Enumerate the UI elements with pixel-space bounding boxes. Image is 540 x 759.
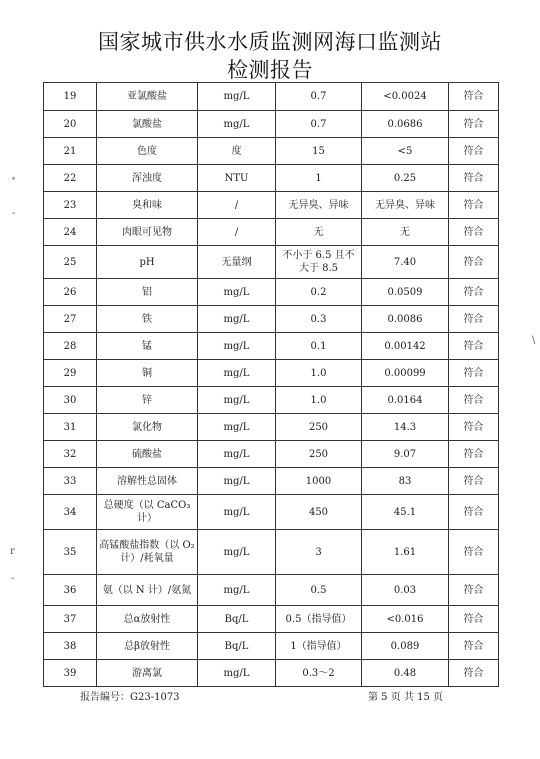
cell-limit: 250 (276, 441, 362, 468)
cell-result: 45.1 (362, 495, 449, 530)
cell-result: 7.40 (362, 246, 449, 279)
cell-result: <0.016 (362, 606, 449, 633)
cell-verdict: 符合 (449, 468, 499, 495)
cell-verdict: 符合 (449, 111, 499, 138)
cell-item: 游离氯 (97, 660, 198, 687)
cell-result: 无异臭、异味 (362, 192, 449, 219)
cell-no: 37 (44, 606, 97, 633)
cell-no: 39 (44, 660, 97, 687)
cell-verdict: 符合 (449, 606, 499, 633)
cell-verdict: 符合 (449, 138, 499, 165)
table-row (44, 414, 499, 441)
cell-item: 氯酸盐 (97, 111, 198, 138)
cell-item: 浑浊度 (97, 165, 198, 192)
report-subtitle: 检测报告 (227, 58, 313, 82)
cell-unit: mg/L (198, 660, 276, 687)
cell-item: 锌 (97, 387, 198, 414)
table-row (44, 306, 499, 333)
cell-result: 0.00099 (362, 360, 449, 387)
cell-verdict: 符合 (449, 414, 499, 441)
cell-no: 35 (44, 530, 97, 575)
cell-unit: mg/L (198, 441, 276, 468)
cell-limit: 无 (276, 219, 362, 246)
cell-no: 31 (44, 414, 97, 441)
cell-limit: 1.0 (276, 360, 362, 387)
cell-unit: mg/L (198, 530, 276, 575)
cell-item: 锰 (97, 333, 198, 360)
cell-verdict: 符合 (449, 441, 499, 468)
cell-no: 30 (44, 387, 97, 414)
cell-limit: 0.3～2 (276, 660, 362, 687)
cell-result: 0.48 (362, 660, 449, 687)
cell-item: 氯化物 (97, 414, 198, 441)
cell-limit: 不小于 6.5 且不大于 8.5 (276, 246, 362, 279)
scan-mark: ˚ (11, 178, 16, 189)
cell-unit: mg/L (198, 495, 276, 530)
cell-verdict: 符合 (449, 633, 499, 660)
cell-verdict: 符合 (449, 219, 499, 246)
cell-no: 23 (44, 192, 97, 219)
cell-unit: mg/L (198, 306, 276, 333)
cell-limit: 1.0 (276, 387, 362, 414)
cell-verdict: 符合 (449, 246, 499, 279)
cell-unit: mg/L (198, 575, 276, 606)
cell-no: 32 (44, 441, 97, 468)
cell-verdict: 符合 (449, 279, 499, 306)
cell-result: 1.61 (362, 530, 449, 575)
results-table (43, 82, 499, 687)
cell-unit: 度 (198, 138, 276, 165)
cell-limit: 3 (276, 530, 362, 575)
report-number: 报告编号：G23-1073 (80, 692, 180, 703)
table-row (44, 246, 499, 279)
cell-no: 19 (44, 83, 97, 111)
cell-no: 34 (44, 495, 97, 530)
table-row (44, 165, 499, 192)
cell-limit: 1000 (276, 468, 362, 495)
cell-no: 25 (44, 246, 97, 279)
cell-result: 0.25 (362, 165, 449, 192)
cell-item: 色度 (97, 138, 198, 165)
table-row (44, 495, 499, 530)
cell-item: 肉眼可见物 (97, 219, 198, 246)
cell-item: pH (97, 246, 198, 279)
cell-limit: 250 (276, 414, 362, 441)
table-row (44, 441, 499, 468)
table-row (44, 387, 499, 414)
cell-unit: mg/L (198, 333, 276, 360)
cell-no: 28 (44, 333, 97, 360)
cell-limit: 0.3 (276, 306, 362, 333)
cell-item: 高锰酸盐指数（以 O₂ 计）/耗氧量 (97, 530, 198, 575)
cell-no: 29 (44, 360, 97, 387)
table-row (44, 333, 499, 360)
page-indicator: 第 5 页 共 15 页 (368, 692, 443, 703)
cell-limit: 0.2 (276, 279, 362, 306)
cell-result: 0.03 (362, 575, 449, 606)
cell-result: 0.00142 (362, 333, 449, 360)
cell-no: 22 (44, 165, 97, 192)
table-row (44, 138, 499, 165)
table-row (44, 219, 499, 246)
cell-unit: mg/L (198, 387, 276, 414)
cell-unit: / (198, 192, 276, 219)
cell-no: 21 (44, 138, 97, 165)
cell-limit: 无异臭、异味 (276, 192, 362, 219)
table-row (44, 83, 499, 111)
cell-limit: 1 (276, 165, 362, 192)
cell-verdict: 符合 (449, 306, 499, 333)
cell-item: 总β放射性 (97, 633, 198, 660)
table-row (44, 468, 499, 495)
cell-verdict: 符合 (449, 165, 499, 192)
cell-result: 9.07 (362, 441, 449, 468)
cell-no: 38 (44, 633, 97, 660)
cell-unit: NTU (198, 165, 276, 192)
cell-verdict: 符合 (449, 360, 499, 387)
cell-result: <0.0024 (362, 83, 449, 111)
cell-verdict: 符合 (449, 495, 499, 530)
cell-unit: 无量纲 (198, 246, 276, 279)
cell-item: 氨（以 N 计）/氨氮 (97, 575, 198, 606)
cell-result: 无 (362, 219, 449, 246)
cell-result: 0.089 (362, 633, 449, 660)
cell-verdict: 符合 (449, 387, 499, 414)
cell-result: <5 (362, 138, 449, 165)
cell-item: 铜 (97, 360, 198, 387)
cell-unit: mg/L (198, 279, 276, 306)
table-row (44, 606, 499, 633)
cell-limit: 0.5 (276, 575, 362, 606)
cell-unit: / (198, 219, 276, 246)
cell-no: 20 (44, 111, 97, 138)
scan-mark: - (12, 208, 16, 219)
cell-item: 臭和味 (97, 192, 198, 219)
cell-result: 0.0686 (362, 111, 449, 138)
cell-limit: 0.7 (276, 83, 362, 111)
cell-unit: Bq/L (198, 633, 276, 660)
cell-verdict: 符合 (449, 575, 499, 606)
cell-unit: mg/L (198, 83, 276, 111)
cell-unit: Bq/L (198, 606, 276, 633)
cell-limit: 0.7 (276, 111, 362, 138)
cell-verdict: 符合 (449, 192, 499, 219)
report-title: 国家城市供水水质监测网海口监测站 (98, 30, 442, 54)
cell-limit: 1（指导值） (276, 633, 362, 660)
cell-item: 硫酸盐 (97, 441, 198, 468)
cell-item: 总α放射性 (97, 606, 198, 633)
scan-mark: \ (532, 335, 536, 346)
cell-verdict: 符合 (449, 83, 499, 111)
cell-verdict: 符合 (449, 333, 499, 360)
cell-unit: mg/L (198, 468, 276, 495)
cell-result: 0.0164 (362, 387, 449, 414)
cell-result: 83 (362, 468, 449, 495)
cell-item: 溶解性总固体 (97, 468, 198, 495)
table-row (44, 360, 499, 387)
cell-no: 36 (44, 575, 97, 606)
cell-result: 14.3 (362, 414, 449, 441)
cell-unit: mg/L (198, 360, 276, 387)
cell-result: 0.0509 (362, 279, 449, 306)
cell-result: 0.0086 (362, 306, 449, 333)
scan-mark: r (10, 546, 15, 557)
cell-verdict: 符合 (449, 530, 499, 575)
table-row (44, 633, 499, 660)
cell-unit: mg/L (198, 414, 276, 441)
cell-verdict: 符合 (449, 660, 499, 687)
cell-no: 27 (44, 306, 97, 333)
cell-limit: 0.1 (276, 333, 362, 360)
cell-limit: 15 (276, 138, 362, 165)
cell-limit: 450 (276, 495, 362, 530)
table-row (44, 111, 499, 138)
cell-no: 33 (44, 468, 97, 495)
table-row (44, 530, 499, 575)
cell-item: 铁 (97, 306, 198, 333)
cell-no: 26 (44, 279, 97, 306)
scan-mark: - (11, 573, 15, 584)
cell-no: 24 (44, 219, 97, 246)
table-row (44, 192, 499, 219)
table-row (44, 575, 499, 606)
cell-item: 铝 (97, 279, 198, 306)
cell-limit: 0.5（指导值） (276, 606, 362, 633)
cell-item: 亚氯酸盐 (97, 83, 198, 111)
table-row (44, 279, 499, 306)
table-row (44, 660, 499, 687)
cell-item: 总硬度（以 CaCO₃ 计） (97, 495, 198, 530)
cell-unit: mg/L (198, 111, 276, 138)
